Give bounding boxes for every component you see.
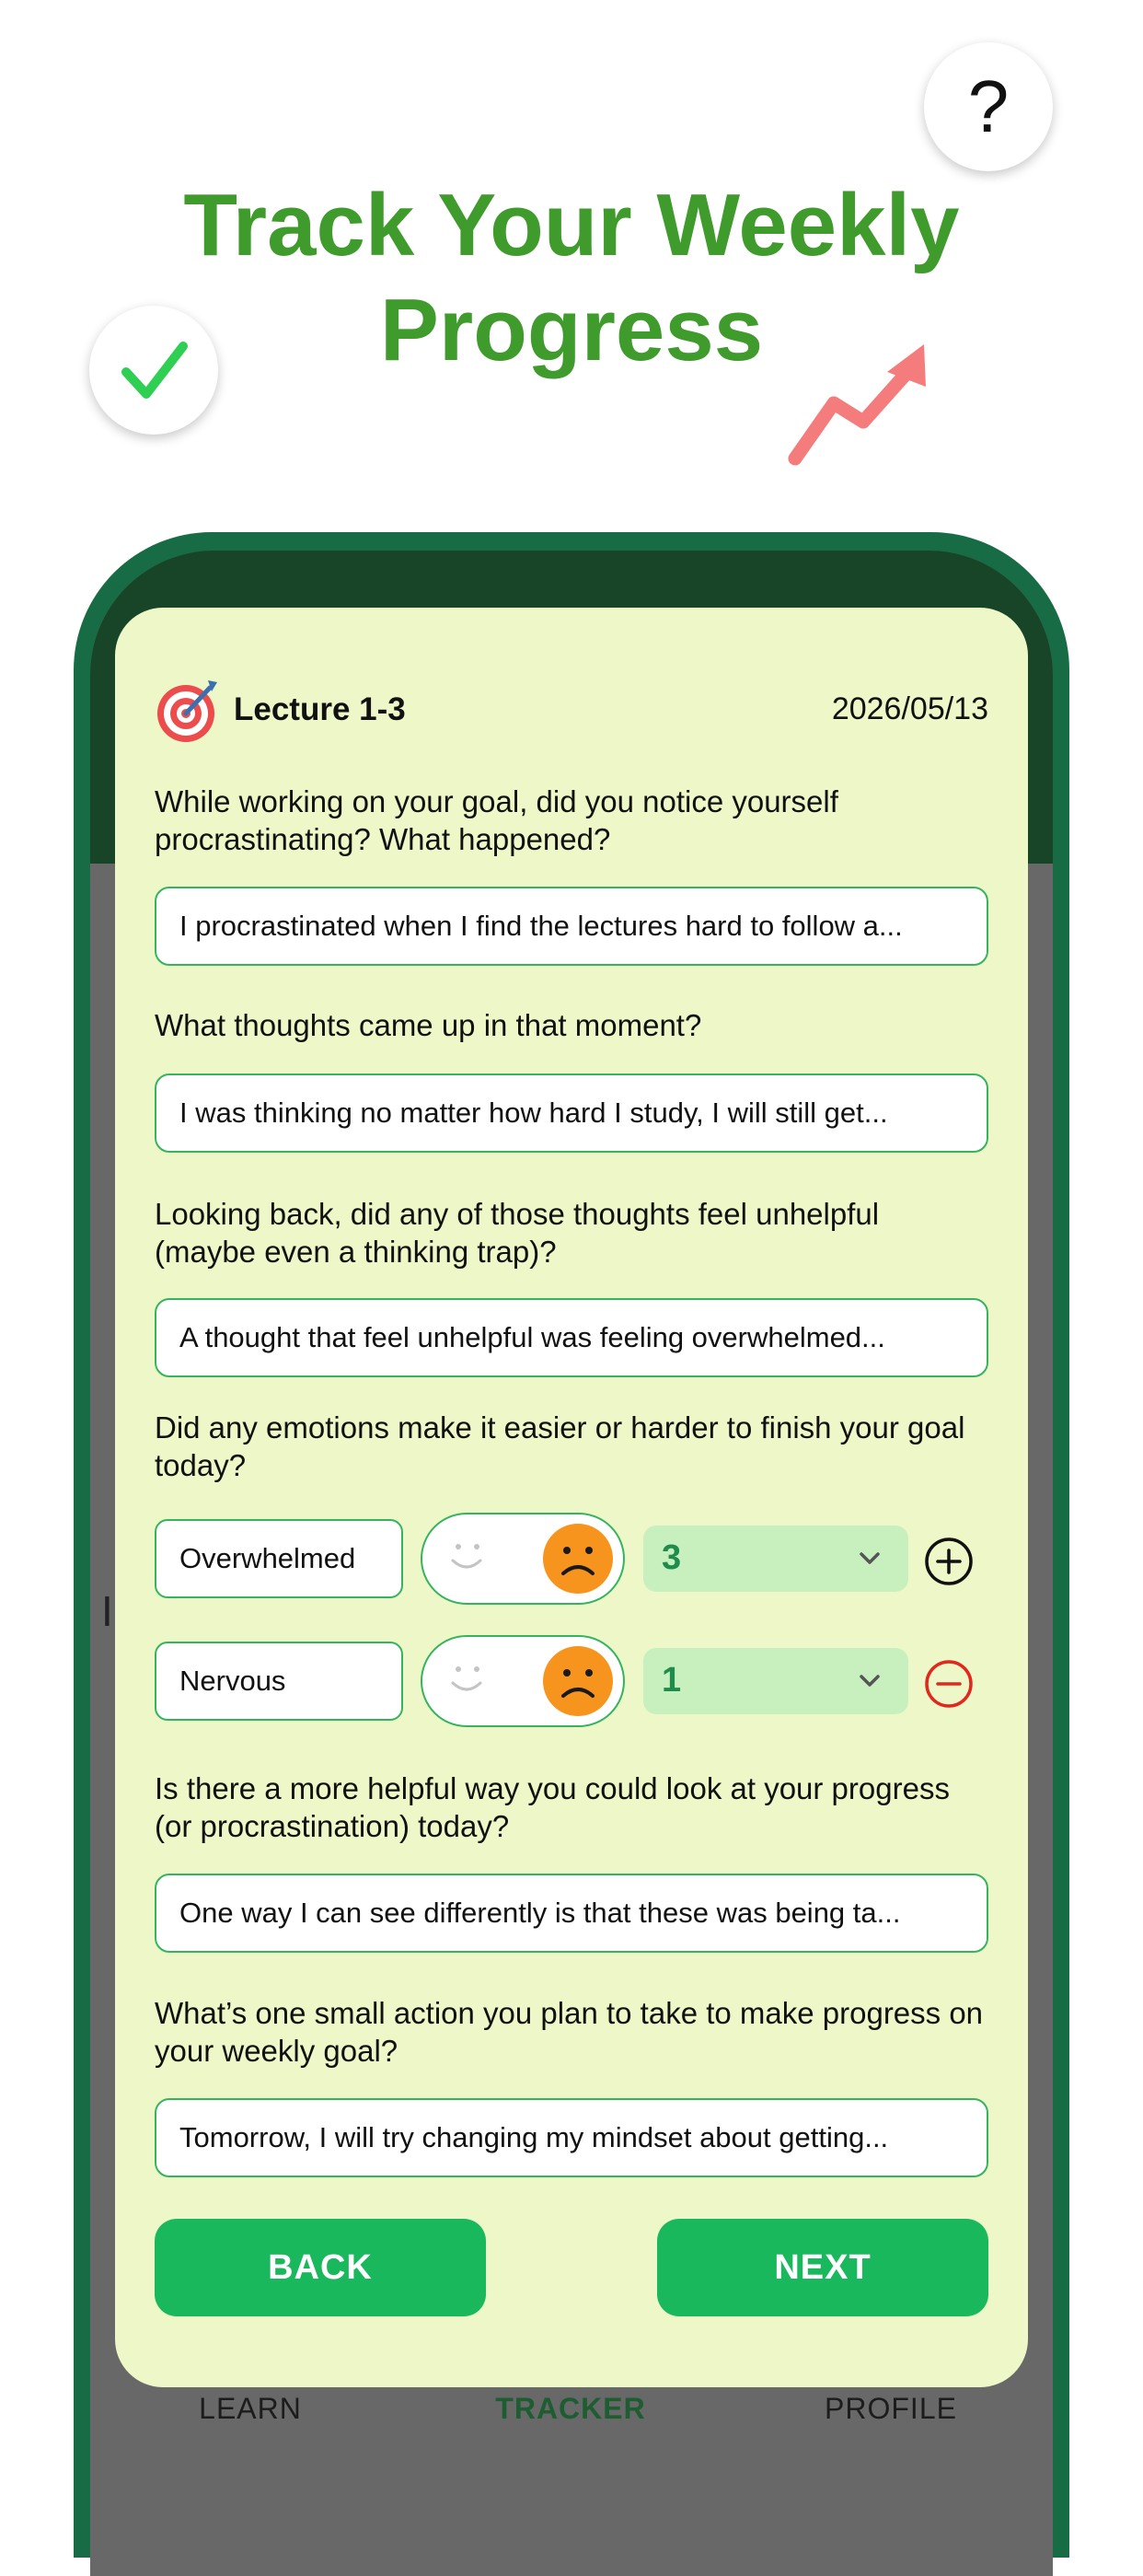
rating-value: 1 xyxy=(662,1661,682,1700)
back-button[interactable]: BACK xyxy=(155,2219,486,2316)
answer-field-2[interactable]: I was thinking no matter how hard I study, I will still get... xyxy=(155,1073,988,1153)
nav-tab-learn[interactable]: LEARN xyxy=(199,2392,302,2425)
chevron-down-icon xyxy=(857,1548,883,1570)
chevron-down-icon xyxy=(857,1670,883,1692)
answer-field-6[interactable]: Tomorrow, I will try changing my mindset about getting... xyxy=(155,2098,988,2177)
sad-face-icon xyxy=(543,1524,613,1594)
nav-tab-profile[interactable]: PROFILE xyxy=(825,2392,957,2425)
nav-tab-tracker[interactable]: TRACKER xyxy=(495,2392,646,2425)
card-header xyxy=(155,679,988,743)
emotion-name-field[interactable]: Nervous xyxy=(155,1642,403,1721)
smile-face-icon xyxy=(453,1666,480,1689)
mood-toggle[interactable] xyxy=(421,1513,625,1605)
reflection-card xyxy=(115,608,1028,2387)
emotion-name-field[interactable]: Overwhelmed xyxy=(155,1519,403,1598)
question-6: What’s one small action you plan to take to make progress on your weekly goal? xyxy=(155,1996,984,2068)
rating-value: 3 xyxy=(662,1538,682,1577)
lecture-name: Lecture 1-3 xyxy=(234,691,406,727)
minus-circle-icon[interactable] xyxy=(923,1658,975,1710)
mood-toggle[interactable] xyxy=(421,1635,625,1727)
trend-arrow-icon xyxy=(771,333,937,471)
entry-date: 2026/05/13 xyxy=(831,691,988,726)
rating-select[interactable] xyxy=(643,1648,908,1714)
target-icon xyxy=(155,679,219,743)
help-button[interactable] xyxy=(924,42,1053,171)
question-3: Looking back, did any of those thoughts feel unhelpful (maybe even a thinking trap)? xyxy=(155,1197,880,1269)
checkmark-badge xyxy=(89,306,218,435)
question-1: While working on your goal, did you notice yourself procrastinating? What happened? xyxy=(155,784,838,856)
rating-select[interactable] xyxy=(643,1526,908,1592)
answer-field-5[interactable]: One way I can see differently is that these was being ta... xyxy=(155,1874,988,1953)
sad-face-icon xyxy=(543,1646,613,1716)
hero-title-line-1: Track Your Weekly xyxy=(183,176,960,274)
plus-circle-icon[interactable] xyxy=(923,1536,975,1587)
background-glyph: I xyxy=(101,1587,113,1635)
hero-title-line-2: Progress xyxy=(379,281,764,379)
help-symbol: ? xyxy=(967,65,1010,147)
next-button[interactable]: NEXT xyxy=(657,2219,988,2316)
question-2: What thoughts came up in that moment? xyxy=(155,1008,702,1042)
answer-field-3[interactable]: A thought that feel unhelpful was feeling overwhelmed... xyxy=(155,1298,988,1377)
question-5: Is there a more helpful way you could look at your progress (or procrastination) today? xyxy=(155,1771,950,1843)
answer-field-1[interactable]: I procrastinated when I find the lectures hard to follow a... xyxy=(155,887,988,966)
smile-face-icon xyxy=(453,1544,480,1567)
checkmark-icon xyxy=(89,306,218,435)
question-4: Did any emotions make it easier or harder to finish your goal today? xyxy=(155,1410,965,1482)
